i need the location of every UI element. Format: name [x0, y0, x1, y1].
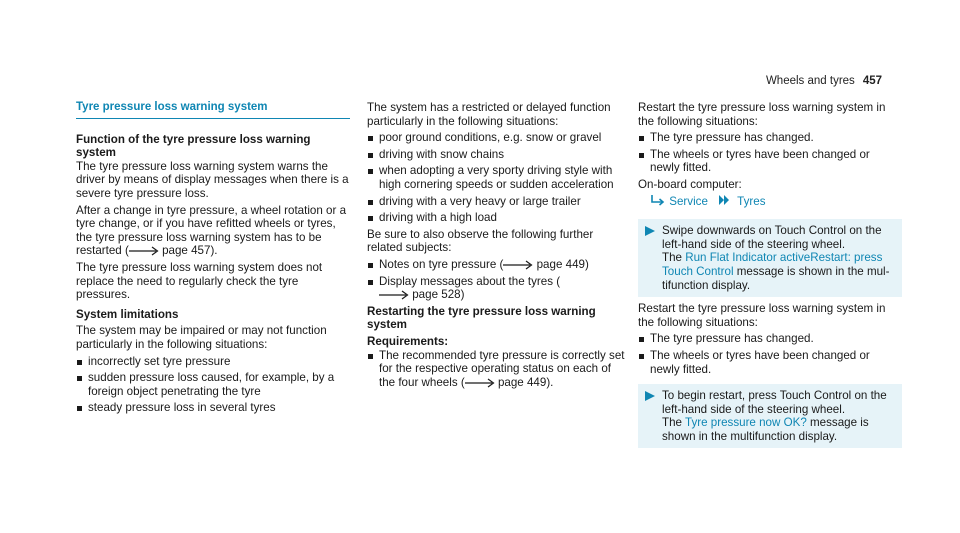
menu-service[interactable]: Service	[669, 194, 708, 208]
restricted-list	[367, 131, 629, 225]
restart-list-1	[638, 131, 902, 175]
chapter-title: Wheels and tyres	[765, 75, 855, 87]
action-arrow-icon	[645, 391, 655, 401]
function-para-3: The tyre pressure loss warning system does not replace the need to regularly check the tyre pressures.	[76, 260, 323, 302]
action-step-2: To begin restart, press Touch Control on the left-hand side of the steering wheel. The Tyre pressure now OK? message is shown in the multifunction display.	[638, 384, 902, 448]
list-item: when adopting a very sporty driving style with high cornering speeds or sudden acceleration	[367, 164, 629, 191]
restart-intro-2: Restart the tyre pressure loss warning system in the following situations:	[638, 302, 886, 329]
xref-arrow-icon	[129, 246, 159, 256]
function-para-2: After a change in tyre pressure, a wheel rotation or a tyre change, or if you have refitted wheels or tyres, the tyre pressure loss warning system has to be restarted ( page 457).	[76, 203, 347, 258]
list-item: driving with a very heavy or large trailer	[367, 195, 629, 209]
requirements-list	[367, 349, 629, 390]
column-2	[367, 101, 629, 392]
step-1-text: Swipe downwards on Touch Control on the left-hand side of the steering wheel.	[662, 224, 882, 251]
menu-tyres[interactable]: Tyres	[737, 194, 766, 208]
section-title: Tyre pressure loss warning system	[76, 101, 350, 119]
list-item: poor ground conditions, e.g. snow or gravel	[367, 131, 629, 145]
related-item: Notes on tyre pressure ( page 449)	[367, 258, 629, 272]
display-message: Run Flat Indicator activeRestart: press Touch Control	[662, 251, 883, 278]
xref-arrow-icon	[465, 378, 495, 388]
xref-arrow-icon	[379, 290, 409, 300]
action-arrow-icon	[645, 226, 655, 236]
list-item: The recommended tyre pressure is correctly set for the respective operating status on each of the four wheels ( page 449).	[367, 349, 629, 390]
onboard-label: On-board computer:	[638, 177, 742, 191]
column-3	[638, 101, 902, 453]
list-item: The tyre pressure has changed.	[638, 332, 902, 346]
xref-link[interactable]: page 457	[162, 244, 211, 258]
list-item: The wheels or tyres have been changed or newly fitted.	[638, 349, 902, 376]
xref-link[interactable]: page 449	[536, 257, 585, 271]
display-message: Tyre pressure now OK?	[685, 416, 807, 430]
limitations-intro: The system may be impaired or may not function particularly in the following situations:	[76, 324, 327, 351]
limitations-list	[76, 355, 350, 415]
list-item: sudden pressure loss caused, for example, by a foreign object penetrating the tyre	[76, 371, 350, 398]
page-header	[766, 75, 882, 89]
xref-arrow-icon	[503, 260, 533, 270]
list-item: incorrectly set tyre pressure	[76, 355, 350, 369]
list-item: driving with a high load	[367, 211, 629, 225]
action-step-1: Swipe downwards on Touch Control on the left-hand side of the steering wheel. The Run Flat Indicator activeRestart: press Touch Control message is shown in the multifunction display.	[638, 219, 902, 297]
menu-path	[650, 194, 902, 210]
page-number: 457	[862, 75, 882, 87]
list-item: steady pressure loss in several tyres	[76, 401, 350, 415]
list-item: driving with snow chains	[367, 148, 629, 162]
limitations-heading: System limitations	[76, 307, 179, 321]
restart-intro-1: Restart the tyre pressure loss warning system in the following situations:	[638, 101, 886, 128]
related-intro: Be sure to also observe the following further related subjects:	[367, 227, 594, 255]
restart-list-2	[638, 332, 902, 376]
function-para-1: The tyre pressure loss warning system warns the driver by means of display messages when there is a severe tyre pressure loss.	[76, 159, 349, 200]
related-list	[367, 258, 629, 302]
xref-link[interactable]: page 528	[412, 288, 461, 302]
double-chevron-icon	[719, 195, 730, 209]
list-item: The wheels or tyres have been changed or newly fitted.	[638, 148, 902, 175]
step-2-text: To begin restart, press Touch Control on the left-hand side of the steering wheel.	[662, 389, 887, 416]
column-1	[76, 101, 350, 418]
list-item: The tyre pressure has changed.	[638, 131, 902, 145]
function-heading: Function of the tyre pressure loss warning system	[76, 132, 311, 160]
xref-link[interactable]: page 449	[497, 375, 547, 389]
related-item: Display messages about the tyres ( page 528)	[367, 275, 629, 302]
menu-path-icon	[650, 194, 666, 210]
requirements-heading: Requirements:	[367, 334, 449, 348]
restricted-intro: The system has a restricted or delayed function particularly in the following situations:	[367, 101, 611, 128]
restart-heading: Restarting the tyre pressure loss warning system	[367, 304, 596, 332]
